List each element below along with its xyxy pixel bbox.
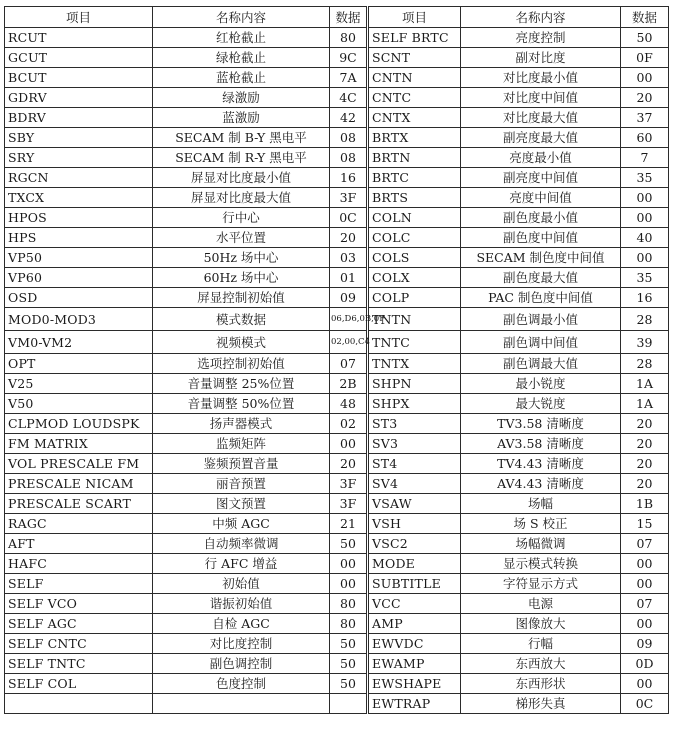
right-value-cell: 0D <box>621 654 669 674</box>
parameter-table <box>4 6 669 714</box>
table-row <box>5 168 669 188</box>
table-row <box>5 674 669 694</box>
right-name-cell: 梯形失真 <box>461 694 621 714</box>
left-value-cell: 21 <box>330 514 368 534</box>
table-row <box>5 454 669 474</box>
table-row <box>5 434 669 454</box>
right-code-cell: VCC <box>368 594 461 614</box>
right-code-cell: SHPN <box>368 374 461 394</box>
right-code-cell: CNTC <box>368 88 461 108</box>
left-code-cell: BDRV <box>5 108 153 128</box>
left-code-cell: SELF COL <box>5 674 153 694</box>
left-code-cell: HAFC <box>5 554 153 574</box>
right-name-cell: 亮度中间值 <box>461 188 621 208</box>
right-name-cell: 副亮度中间值 <box>461 168 621 188</box>
table-row <box>5 28 669 48</box>
left-name-cell: 对比度控制 <box>153 634 330 654</box>
left-value-cell: 80 <box>330 28 368 48</box>
table-row <box>5 88 669 108</box>
right-value-cell: 20 <box>621 454 669 474</box>
right-value-cell: 7 <box>621 148 669 168</box>
left-name-cell <box>153 694 330 714</box>
right-name-cell: 副色度中间值 <box>461 228 621 248</box>
left-code-cell: OPT <box>5 354 153 374</box>
left-name-cell: 谐振初始值 <box>153 594 330 614</box>
right-value-cell: 09 <box>621 634 669 654</box>
right-name-cell: 对比度最小值 <box>461 68 621 88</box>
left-value-cell: 00 <box>330 554 368 574</box>
left-value-cell: 08 <box>330 148 368 168</box>
right-code-cell: CNTN <box>368 68 461 88</box>
left-name-cell: 绿激励 <box>153 88 330 108</box>
left-code-cell: OSD <box>5 288 153 308</box>
left-code-cell: HPOS <box>5 208 153 228</box>
left-name-cell: 50Hz 场中心 <box>153 248 330 268</box>
right-value-cell: 35 <box>621 268 669 288</box>
right-value-cell: 0C <box>621 694 669 714</box>
right-code-cell: VSH <box>368 514 461 534</box>
left-name-cell: 音量调整 25%位置 <box>153 374 330 394</box>
table-row <box>5 554 669 574</box>
table-row <box>5 148 669 168</box>
right-code-cell: TNTN <box>368 308 461 331</box>
left-value-cell: 50 <box>330 634 368 654</box>
right-name-cell: 场幅微调 <box>461 534 621 554</box>
right-value-cell: 00 <box>621 674 669 694</box>
left-code-cell: PRESCALE NICAM <box>5 474 153 494</box>
right-name-cell: PAC 制色度中间值 <box>461 288 621 308</box>
right-code-cell: SV3 <box>368 434 461 454</box>
left-name-cell: 60Hz 场中心 <box>153 268 330 288</box>
right-code-cell: BRTX <box>368 128 461 148</box>
right-name-cell: 对比度中间值 <box>461 88 621 108</box>
right-value-cell: 0F <box>621 48 669 68</box>
right-code-cell: ST4 <box>368 454 461 474</box>
right-code-cell: SELF BRTC <box>368 28 461 48</box>
right-value-cell: 50 <box>621 28 669 48</box>
left-value-cell: 02 <box>330 414 368 434</box>
table-body <box>5 28 669 714</box>
right-code-cell: TNTX <box>368 354 461 374</box>
right-value-cell: 20 <box>621 414 669 434</box>
right-value-cell: 07 <box>621 594 669 614</box>
left-name-cell: 图文预置 <box>153 494 330 514</box>
left-code-cell: BCUT <box>5 68 153 88</box>
header-item-left: 项目 <box>5 7 153 28</box>
left-value-cell: 02,00,C4 <box>330 331 368 354</box>
right-code-cell: COLC <box>368 228 461 248</box>
left-value-cell: 4C <box>330 88 368 108</box>
table-row <box>5 128 669 148</box>
left-value-cell: 3F <box>330 474 368 494</box>
left-value-cell: 0C <box>330 208 368 228</box>
left-value-cell: 00 <box>330 434 368 454</box>
right-name-cell: 字符显示方式 <box>461 574 621 594</box>
left-name-cell: 绿枪截止 <box>153 48 330 68</box>
right-name-cell: TV3.58 清晰度 <box>461 414 621 434</box>
right-name-cell: 行幅 <box>461 634 621 654</box>
parameter-table-sheet <box>4 6 668 738</box>
left-name-cell: SECAM 制 B-Y 黑电平 <box>153 128 330 148</box>
right-value-cell: 20 <box>621 434 669 454</box>
left-value-cell: 80 <box>330 594 368 614</box>
table-row <box>5 494 669 514</box>
right-code-cell: CNTX <box>368 108 461 128</box>
left-value-cell: 01 <box>330 268 368 288</box>
left-value-cell: 07 <box>330 354 368 374</box>
left-name-cell: 屏显对比度最小值 <box>153 168 330 188</box>
left-value-cell: 16 <box>330 168 368 188</box>
header-name-left: 名称内容 <box>153 7 330 28</box>
right-name-cell: 副色调最小值 <box>461 308 621 331</box>
right-value-cell: 00 <box>621 208 669 228</box>
left-code-cell: CLPMOD LOUDSPK <box>5 414 153 434</box>
table-row <box>5 354 669 374</box>
right-name-cell: SECAM 制色度中间值 <box>461 248 621 268</box>
right-value-cell: 37 <box>621 108 669 128</box>
right-code-cell: BRTN <box>368 148 461 168</box>
right-code-cell: MODE <box>368 554 461 574</box>
left-code-cell: VOL PRESCALE FM <box>5 454 153 474</box>
header-data-right: 数据 <box>621 7 669 28</box>
table-row <box>5 208 669 228</box>
left-name-cell: 鉴频预置音量 <box>153 454 330 474</box>
left-value-cell <box>330 694 368 714</box>
left-code-cell: TXCX <box>5 188 153 208</box>
right-name-cell: 对比度最大值 <box>461 108 621 128</box>
right-name-cell: 最大锐度 <box>461 394 621 414</box>
left-code-cell: SRY <box>5 148 153 168</box>
table-row <box>5 394 669 414</box>
left-code-cell <box>5 694 153 714</box>
right-code-cell: ST3 <box>368 414 461 434</box>
table-row <box>5 331 669 354</box>
right-value-cell: 00 <box>621 614 669 634</box>
right-code-cell: COLN <box>368 208 461 228</box>
right-value-cell: 1A <box>621 374 669 394</box>
right-code-cell: VSAW <box>368 494 461 514</box>
left-name-cell: 屏显控制初始值 <box>153 288 330 308</box>
left-name-cell: 自动频率微调 <box>153 534 330 554</box>
right-name-cell: 图像放大 <box>461 614 621 634</box>
right-code-cell: EWVDC <box>368 634 461 654</box>
left-value-cell: 20 <box>330 454 368 474</box>
left-code-cell: FM MATRIX <box>5 434 153 454</box>
left-name-cell: 丽音预置 <box>153 474 330 494</box>
right-code-cell: COLS <box>368 248 461 268</box>
left-code-cell: VM0-VM2 <box>5 331 153 354</box>
left-name-cell: SECAM 制 R-Y 黑电平 <box>153 148 330 168</box>
right-value-cell: 1A <box>621 394 669 414</box>
table-row <box>5 594 669 614</box>
table-row <box>5 534 669 554</box>
table-row <box>5 374 669 394</box>
left-name-cell: 红枪截止 <box>153 28 330 48</box>
left-name-cell: 蓝枪截止 <box>153 68 330 88</box>
right-value-cell: 39 <box>621 331 669 354</box>
left-code-cell: SELF TNTC <box>5 654 153 674</box>
left-code-cell: RGCN <box>5 168 153 188</box>
left-name-cell: 蓝激励 <box>153 108 330 128</box>
header-name-right: 名称内容 <box>461 7 621 28</box>
table-row <box>5 694 669 714</box>
right-code-cell: COLP <box>368 288 461 308</box>
table-row <box>5 268 669 288</box>
left-value-cell: 00 <box>330 574 368 594</box>
right-name-cell: 显示模式转换 <box>461 554 621 574</box>
left-code-cell: MOD0-MOD3 <box>5 308 153 331</box>
right-name-cell: 副对比度 <box>461 48 621 68</box>
left-value-cell: 03 <box>330 248 368 268</box>
left-value-cell: 08 <box>330 128 368 148</box>
right-name-cell: AV4.43 清晰度 <box>461 474 621 494</box>
left-name-cell: 色度控制 <box>153 674 330 694</box>
left-name-cell: 模式数据 <box>153 308 330 331</box>
left-code-cell: GDRV <box>5 88 153 108</box>
right-code-cell: COLX <box>368 268 461 288</box>
table-row <box>5 48 669 68</box>
left-name-cell: 音量调整 50%位置 <box>153 394 330 414</box>
left-value-cell: 42 <box>330 108 368 128</box>
right-value-cell: 00 <box>621 248 669 268</box>
right-name-cell: 副色调中间值 <box>461 331 621 354</box>
left-name-cell: 行 AFC 增益 <box>153 554 330 574</box>
left-name-cell: 行中心 <box>153 208 330 228</box>
left-value-cell: 50 <box>330 674 368 694</box>
right-name-cell: 场幅 <box>461 494 621 514</box>
right-value-cell: 20 <box>621 88 669 108</box>
right-code-cell: AMP <box>368 614 461 634</box>
right-value-cell: 07 <box>621 534 669 554</box>
table-row <box>5 414 669 434</box>
table-row <box>5 228 669 248</box>
right-name-cell: 最小锐度 <box>461 374 621 394</box>
left-code-cell: GCUT <box>5 48 153 68</box>
right-code-cell: SUBTITLE <box>368 574 461 594</box>
left-code-cell: SELF VCO <box>5 594 153 614</box>
table-row <box>5 574 669 594</box>
right-value-cell: 1B <box>621 494 669 514</box>
left-name-cell: 副色调控制 <box>153 654 330 674</box>
left-name-cell: 中频 AGC <box>153 514 330 534</box>
table-row <box>5 188 669 208</box>
left-value-cell: 20 <box>330 228 368 248</box>
table-row <box>5 108 669 128</box>
right-name-cell: 东西形状 <box>461 674 621 694</box>
left-code-cell: RCUT <box>5 28 153 48</box>
left-value-cell: 50 <box>330 534 368 554</box>
right-value-cell: 28 <box>621 308 669 331</box>
left-name-cell: 初始值 <box>153 574 330 594</box>
table-row <box>5 308 669 331</box>
left-code-cell: HPS <box>5 228 153 248</box>
left-code-cell: V50 <box>5 394 153 414</box>
left-name-cell: 扬声器模式 <box>153 414 330 434</box>
left-value-cell: 3F <box>330 494 368 514</box>
right-value-cell: 00 <box>621 68 669 88</box>
left-name-cell: 水平位置 <box>153 228 330 248</box>
right-name-cell: TV4.43 清晰度 <box>461 454 621 474</box>
right-code-cell: BRTS <box>368 188 461 208</box>
left-value-cell: 50 <box>330 654 368 674</box>
right-code-cell: BRTC <box>368 168 461 188</box>
right-value-cell: 00 <box>621 188 669 208</box>
left-name-cell: 视频模式 <box>153 331 330 354</box>
left-value-cell: 2B <box>330 374 368 394</box>
left-code-cell: SBY <box>5 128 153 148</box>
left-value-cell: 09 <box>330 288 368 308</box>
header-data-left: 数据 <box>330 7 368 28</box>
left-code-cell: V25 <box>5 374 153 394</box>
right-code-cell: SHPX <box>368 394 461 414</box>
table-row <box>5 288 669 308</box>
left-name-cell: 自检 AGC <box>153 614 330 634</box>
table-row <box>5 474 669 494</box>
right-name-cell: 东西放大 <box>461 654 621 674</box>
left-code-cell: PRESCALE SCART <box>5 494 153 514</box>
table-header-row <box>5 7 669 28</box>
left-code-cell: AFT <box>5 534 153 554</box>
left-name-cell: 选项控制初始值 <box>153 354 330 374</box>
table-row <box>5 248 669 268</box>
right-name-cell: 亮度最小值 <box>461 148 621 168</box>
right-code-cell: TNTC <box>368 331 461 354</box>
left-value-cell: 80 <box>330 614 368 634</box>
right-name-cell: 副色调最大值 <box>461 354 621 374</box>
right-value-cell: 60 <box>621 128 669 148</box>
right-code-cell: SCNT <box>368 48 461 68</box>
left-value-cell: 06,D6,0B,0F <box>330 308 368 331</box>
left-value-cell: 3F <box>330 188 368 208</box>
table-row <box>5 654 669 674</box>
right-name-cell: 亮度控制 <box>461 28 621 48</box>
right-code-cell: EWSHAPE <box>368 674 461 694</box>
right-name-cell: AV3.58 清晰度 <box>461 434 621 454</box>
right-value-cell: 00 <box>621 574 669 594</box>
table-row <box>5 68 669 88</box>
right-code-cell: EWTRAP <box>368 694 461 714</box>
right-code-cell: SV4 <box>368 474 461 494</box>
right-code-cell: VSC2 <box>368 534 461 554</box>
table-row <box>5 634 669 654</box>
right-value-cell: 40 <box>621 228 669 248</box>
right-value-cell: 16 <box>621 288 669 308</box>
right-name-cell: 副色度最大值 <box>461 268 621 288</box>
left-name-cell: 屏显对比度最大值 <box>153 188 330 208</box>
header-item-right: 项目 <box>368 7 461 28</box>
left-code-cell: SELF <box>5 574 153 594</box>
left-value-cell: 7A <box>330 68 368 88</box>
left-name-cell: 监频矩阵 <box>153 434 330 454</box>
table-row <box>5 514 669 534</box>
left-code-cell: VP60 <box>5 268 153 288</box>
right-value-cell: 35 <box>621 168 669 188</box>
left-code-cell: VP50 <box>5 248 153 268</box>
right-value-cell: 28 <box>621 354 669 374</box>
left-value-cell: 9C <box>330 48 368 68</box>
right-name-cell: 电源 <box>461 594 621 614</box>
right-value-cell: 15 <box>621 514 669 534</box>
left-code-cell: SELF AGC <box>5 614 153 634</box>
table-row <box>5 614 669 634</box>
right-name-cell: 副色度最小值 <box>461 208 621 228</box>
right-code-cell: EWAMP <box>368 654 461 674</box>
right-name-cell: 副亮度最大值 <box>461 128 621 148</box>
left-value-cell: 48 <box>330 394 368 414</box>
left-code-cell: SELF CNTC <box>5 634 153 654</box>
right-value-cell: 00 <box>621 554 669 574</box>
left-code-cell: RAGC <box>5 514 153 534</box>
right-name-cell: 场 S 校正 <box>461 514 621 534</box>
right-value-cell: 20 <box>621 474 669 494</box>
